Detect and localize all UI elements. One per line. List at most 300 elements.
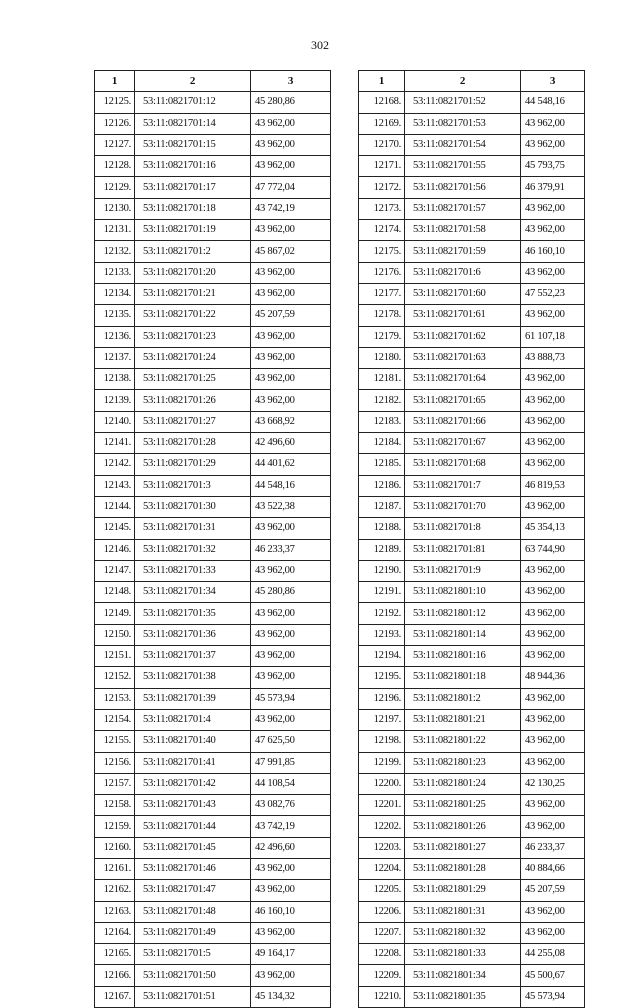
cadastral-value: 44 401,62 [251, 454, 331, 475]
cadastral-value: 43 962,00 [251, 369, 331, 390]
row-number: 12149. [95, 603, 135, 624]
cadastral-value: 43 962,00 [251, 624, 331, 645]
row-number: 12203. [359, 837, 405, 858]
row-number: 12154. [95, 709, 135, 730]
cadastral-number: 53:11:0821701:32 [135, 539, 251, 560]
row-number: 12176. [359, 262, 405, 283]
column-header-cadastral-id: 2 [405, 71, 521, 92]
cadastral-number: 53:11:0821701:37 [135, 646, 251, 667]
row-number: 12133. [95, 262, 135, 283]
row-number: 12173. [359, 198, 405, 219]
cadastral-value: 43 962,00 [251, 283, 331, 304]
row-number: 12172. [359, 177, 405, 198]
cadastral-value: 43 962,00 [251, 646, 331, 667]
row-number: 12137. [95, 347, 135, 368]
table-row [359, 177, 585, 198]
table-row [359, 433, 585, 454]
row-number: 12157. [95, 773, 135, 794]
table-row [359, 752, 585, 773]
cadastral-number: 53:11:0821701:25 [135, 369, 251, 390]
table-row [359, 901, 585, 922]
cadastral-number: 53:11:0821801:35 [405, 986, 521, 1007]
table-row [359, 113, 585, 134]
table-row [95, 326, 331, 347]
table-row [95, 92, 331, 113]
cadastral-value: 43 962,00 [521, 390, 585, 411]
cadastral-value: 43 668,92 [251, 411, 331, 432]
row-number: 12131. [95, 220, 135, 241]
table-row [359, 198, 585, 219]
row-number: 12150. [95, 624, 135, 645]
cadastral-number: 53:11:0821701:57 [405, 198, 521, 219]
table-row [359, 965, 585, 986]
cadastral-value: 44 255,08 [521, 944, 585, 965]
row-number: 12168. [359, 92, 405, 113]
row-number: 12138. [95, 369, 135, 390]
cadastral-value: 43 962,00 [521, 198, 585, 219]
cadastral-value: 43 962,00 [521, 901, 585, 922]
cadastral-number: 53:11:0821701:12 [135, 92, 251, 113]
cadastral-value: 47 772,04 [251, 177, 331, 198]
cadastral-value: 43 962,00 [521, 752, 585, 773]
cadastral-value: 46 379,91 [521, 177, 585, 198]
column-header-value: 3 [521, 71, 585, 92]
cadastral-number: 53:11:0821801:34 [405, 965, 521, 986]
table-row [359, 539, 585, 560]
cadastral-number: 53:11:0821701:20 [135, 262, 251, 283]
row-number: 12153. [95, 688, 135, 709]
table-header-row [359, 71, 585, 92]
table-row [359, 92, 585, 113]
table-row [95, 837, 331, 858]
cadastral-value: 43 962,00 [251, 134, 331, 155]
cadastral-number: 53:11:0821701:28 [135, 433, 251, 454]
cadastral-value: 43 962,00 [251, 518, 331, 539]
row-number: 12128. [95, 156, 135, 177]
table-row [359, 220, 585, 241]
cadastral-value: 43 962,00 [521, 113, 585, 134]
row-number: 12201. [359, 795, 405, 816]
table-row [359, 688, 585, 709]
cadastral-value: 45 207,59 [521, 880, 585, 901]
cadastral-number: 53:11:0821701:70 [405, 496, 521, 517]
cadastral-table-right [358, 70, 585, 1008]
row-number: 12198. [359, 731, 405, 752]
column-header-number: 1 [95, 71, 135, 92]
row-number: 12127. [95, 134, 135, 155]
cadastral-number: 53:11:0821701:42 [135, 773, 251, 794]
table-row [359, 880, 585, 901]
row-number: 12197. [359, 709, 405, 730]
cadastral-number: 53:11:0821701:19 [135, 220, 251, 241]
table-row [95, 582, 331, 603]
cadastral-value: 47 625,50 [251, 731, 331, 752]
table-row [95, 795, 331, 816]
table-row [359, 369, 585, 390]
cadastral-number: 53:11:0821701:60 [405, 283, 521, 304]
row-number: 12169. [359, 113, 405, 134]
cadastral-value: 43 962,00 [251, 326, 331, 347]
cadastral-number: 53:11:0821701:47 [135, 880, 251, 901]
cadastral-number: 53:11:0821701:44 [135, 816, 251, 837]
table-row [359, 667, 585, 688]
cadastral-value: 43 962,00 [521, 709, 585, 730]
cadastral-number: 53:11:0821701:62 [405, 326, 521, 347]
cadastral-value: 43 962,00 [521, 411, 585, 432]
row-number: 12181. [359, 369, 405, 390]
cadastral-number: 53:11:0821701:51 [135, 986, 251, 1007]
cadastral-number: 53:11:0821701:50 [135, 965, 251, 986]
table-row [359, 837, 585, 858]
cadastral-number: 53:11:0821801:29 [405, 880, 521, 901]
row-number: 12178. [359, 305, 405, 326]
cadastral-number: 53:11:0821701:14 [135, 113, 251, 134]
table-row [359, 262, 585, 283]
cadastral-value: 47 991,85 [251, 752, 331, 773]
table-row [95, 220, 331, 241]
table-row [95, 816, 331, 837]
cadastral-value: 43 962,00 [521, 134, 585, 155]
cadastral-number: 53:11:0821701:56 [405, 177, 521, 198]
table-row [359, 454, 585, 475]
cadastral-number: 53:11:0821701:39 [135, 688, 251, 709]
table-row [95, 454, 331, 475]
row-number: 12188. [359, 518, 405, 539]
cadastral-number: 53:11:0821701:67 [405, 433, 521, 454]
cadastral-number: 53:11:0821701:38 [135, 667, 251, 688]
cadastral-value: 45 207,59 [251, 305, 331, 326]
cadastral-number: 53:11:0821701:58 [405, 220, 521, 241]
cadastral-value: 44 548,16 [251, 475, 331, 496]
table-row [95, 433, 331, 454]
cadastral-number: 53:11:0821701:45 [135, 837, 251, 858]
row-number: 12151. [95, 646, 135, 667]
table-row [95, 965, 331, 986]
cadastral-value: 45 573,94 [251, 688, 331, 709]
row-number: 12145. [95, 518, 135, 539]
table-row [95, 113, 331, 134]
cadastral-number: 53:11:0821701:29 [135, 454, 251, 475]
cadastral-number: 53:11:0821801:16 [405, 646, 521, 667]
cadastral-number: 53:11:0821701:54 [405, 134, 521, 155]
table-row [359, 305, 585, 326]
table-row [95, 688, 331, 709]
cadastral-number: 53:11:0821701:21 [135, 283, 251, 304]
row-number: 12148. [95, 582, 135, 603]
cadastral-number: 53:11:0821701:9 [405, 560, 521, 581]
cadastral-value: 43 522,38 [251, 496, 331, 517]
row-number: 12209. [359, 965, 405, 986]
cadastral-number: 53:11:0821701:4 [135, 709, 251, 730]
cadastral-value: 43 962,00 [251, 220, 331, 241]
cadastral-value: 43 962,00 [521, 603, 585, 624]
table-row [359, 496, 585, 517]
table-row [95, 944, 331, 965]
cadastral-value: 43 962,00 [521, 816, 585, 837]
cadastral-value: 43 962,00 [251, 347, 331, 368]
cadastral-number: 53:11:0821801:23 [405, 752, 521, 773]
row-number: 12144. [95, 496, 135, 517]
row-number: 12162. [95, 880, 135, 901]
row-number: 12161. [95, 858, 135, 879]
cadastral-value: 45 793,75 [521, 156, 585, 177]
cadastral-value: 43 962,00 [251, 113, 331, 134]
table-row [359, 816, 585, 837]
cadastral-number: 53:11:0821701:31 [135, 518, 251, 539]
cadastral-value: 63 744,90 [521, 539, 585, 560]
row-number: 12125. [95, 92, 135, 113]
row-number: 12141. [95, 433, 135, 454]
cadastral-value: 43 962,00 [251, 922, 331, 943]
cadastral-number: 53:11:0821701:43 [135, 795, 251, 816]
row-number: 12186. [359, 475, 405, 496]
cadastral-number: 53:11:0821701:30 [135, 496, 251, 517]
row-number: 12147. [95, 560, 135, 581]
cadastral-value: 48 944,36 [521, 667, 585, 688]
row-number: 12210. [359, 986, 405, 1007]
table-row [95, 283, 331, 304]
cadastral-number: 53:11:0821701:36 [135, 624, 251, 645]
cadastral-number: 53:11:0821701:63 [405, 347, 521, 368]
cadastral-value: 45 354,13 [521, 518, 585, 539]
cadastral-value: 46 233,37 [251, 539, 331, 560]
table-row [359, 986, 585, 1007]
row-number: 12159. [95, 816, 135, 837]
table-header-row [95, 71, 331, 92]
row-number: 12130. [95, 198, 135, 219]
table-row [95, 518, 331, 539]
cadastral-value: 40 884,66 [521, 858, 585, 879]
table-row [359, 283, 585, 304]
table-row [95, 646, 331, 667]
cadastral-value: 46 160,10 [521, 241, 585, 262]
table-row [95, 560, 331, 581]
table-row [95, 411, 331, 432]
cadastral-value: 43 962,00 [251, 390, 331, 411]
cadastral-value: 43 962,00 [521, 220, 585, 241]
cadastral-number: 53:11:0821701:68 [405, 454, 521, 475]
cadastral-number: 53:11:0821701:2 [135, 241, 251, 262]
cadastral-number: 53:11:0821801:25 [405, 795, 521, 816]
table-row [359, 326, 585, 347]
cadastral-number: 53:11:0821701:34 [135, 582, 251, 603]
row-number: 12189. [359, 539, 405, 560]
cadastral-number: 53:11:0821801:18 [405, 667, 521, 688]
table-row [95, 986, 331, 1007]
cadastral-value: 43 962,00 [251, 560, 331, 581]
cadastral-number: 53:11:0821801:28 [405, 858, 521, 879]
cadastral-value: 43 962,00 [521, 646, 585, 667]
row-number: 12146. [95, 539, 135, 560]
table-row [95, 305, 331, 326]
cadastral-value: 43 742,19 [251, 198, 331, 219]
cadastral-number: 53:11:0821701:49 [135, 922, 251, 943]
cadastral-value: 43 962,00 [521, 688, 585, 709]
row-number: 12175. [359, 241, 405, 262]
cadastral-value: 43 962,00 [521, 454, 585, 475]
table-row [359, 731, 585, 752]
cadastral-number: 53:11:0821801:14 [405, 624, 521, 645]
table-row [359, 560, 585, 581]
cadastral-number: 53:11:0821701:41 [135, 752, 251, 773]
row-number: 12126. [95, 113, 135, 134]
cadastral-number: 53:11:0821701:23 [135, 326, 251, 347]
cadastral-value: 44 108,54 [251, 773, 331, 794]
cadastral-number: 53:11:0821701:48 [135, 901, 251, 922]
cadastral-number: 53:11:0821701:61 [405, 305, 521, 326]
table-row [95, 496, 331, 517]
cadastral-value: 45 500,67 [521, 965, 585, 986]
cadastral-number: 53:11:0821801:24 [405, 773, 521, 794]
row-number: 12205. [359, 880, 405, 901]
cadastral-number: 53:11:0821701:40 [135, 731, 251, 752]
cadastral-number: 53:11:0821701:17 [135, 177, 251, 198]
row-number: 12207. [359, 922, 405, 943]
row-number: 12164. [95, 922, 135, 943]
table-row [359, 518, 585, 539]
table-row [359, 134, 585, 155]
row-number: 12180. [359, 347, 405, 368]
table-row [95, 667, 331, 688]
table-row [359, 411, 585, 432]
cadastral-number: 53:11:0821701:7 [405, 475, 521, 496]
cadastral-value: 46 160,10 [251, 901, 331, 922]
cadastral-value: 43 962,00 [521, 496, 585, 517]
table-row [95, 752, 331, 773]
cadastral-value: 43 962,00 [251, 667, 331, 688]
cadastral-value: 45 867,02 [251, 241, 331, 262]
table-row [95, 858, 331, 879]
cadastral-number: 53:11:0821801:2 [405, 688, 521, 709]
cadastral-number: 53:11:0821801:22 [405, 731, 521, 752]
row-number: 12191. [359, 582, 405, 603]
row-number: 12192. [359, 603, 405, 624]
table-row [95, 731, 331, 752]
table-row [95, 390, 331, 411]
row-number: 12136. [95, 326, 135, 347]
table-row [95, 901, 331, 922]
cadastral-number: 53:11:0821701:16 [135, 156, 251, 177]
row-number: 12185. [359, 454, 405, 475]
cadastral-value: 43 962,00 [251, 262, 331, 283]
column-header-number: 1 [359, 71, 405, 92]
row-number: 12208. [359, 944, 405, 965]
page-number: 302 [311, 38, 329, 52]
row-number: 12170. [359, 134, 405, 155]
row-number: 12193. [359, 624, 405, 645]
cadastral-number: 53:11:0821701:8 [405, 518, 521, 539]
cadastral-number: 53:11:0821701:15 [135, 134, 251, 155]
cadastral-number: 53:11:0821701:55 [405, 156, 521, 177]
table-row [95, 177, 331, 198]
row-number: 12190. [359, 560, 405, 581]
cadastral-table-left [94, 70, 331, 1008]
cadastral-number: 53:11:0821701:26 [135, 390, 251, 411]
table-row [359, 773, 585, 794]
cadastral-number: 53:11:0821701:64 [405, 369, 521, 390]
cadastral-value: 43 742,19 [251, 816, 331, 837]
row-number: 12171. [359, 156, 405, 177]
cadastral-value: 43 962,00 [251, 156, 331, 177]
cadastral-number: 53:11:0821801:33 [405, 944, 521, 965]
row-number: 12132. [95, 241, 135, 262]
cadastral-value: 43 962,00 [521, 433, 585, 454]
cadastral-value: 44 548,16 [521, 92, 585, 113]
table-row [95, 539, 331, 560]
cadastral-number: 53:11:0821701:6 [405, 262, 521, 283]
cadastral-number: 53:11:0821801:32 [405, 922, 521, 943]
cadastral-number: 53:11:0821701:33 [135, 560, 251, 581]
row-number: 12142. [95, 454, 135, 475]
cadastral-value: 43 962,00 [521, 305, 585, 326]
row-number: 12179. [359, 326, 405, 347]
row-number: 12206. [359, 901, 405, 922]
cadastral-value: 43 082,76 [251, 795, 331, 816]
table-row [359, 858, 585, 879]
row-number: 12200. [359, 773, 405, 794]
cadastral-number: 53:11:0821701:3 [135, 475, 251, 496]
cadastral-number: 53:11:0821701:35 [135, 603, 251, 624]
cadastral-number: 53:11:0821701:46 [135, 858, 251, 879]
row-number: 12160. [95, 837, 135, 858]
table-row [95, 262, 331, 283]
cadastral-value: 43 962,00 [521, 262, 585, 283]
row-number: 12204. [359, 858, 405, 879]
cadastral-value: 43 962,00 [521, 560, 585, 581]
row-number: 12177. [359, 283, 405, 304]
cadastral-value: 43 962,00 [521, 795, 585, 816]
table-row [95, 134, 331, 155]
table-row [95, 773, 331, 794]
cadastral-value: 43 962,00 [521, 731, 585, 752]
row-number: 12183. [359, 411, 405, 432]
table-row [95, 347, 331, 368]
row-number: 12158. [95, 795, 135, 816]
cadastral-value: 49 164,17 [251, 944, 331, 965]
cadastral-number: 53:11:0821701:18 [135, 198, 251, 219]
row-number: 12167. [95, 986, 135, 1007]
row-number: 12134. [95, 283, 135, 304]
cadastral-value: 45 280,86 [251, 92, 331, 113]
table-row [359, 624, 585, 645]
cadastral-number: 53:11:0821701:59 [405, 241, 521, 262]
table-row [359, 709, 585, 730]
table-row [95, 156, 331, 177]
cadastral-number: 53:11:0821701:53 [405, 113, 521, 134]
table-row [359, 582, 585, 603]
row-number: 12165. [95, 944, 135, 965]
row-number: 12187. [359, 496, 405, 517]
row-number: 12155. [95, 731, 135, 752]
cadastral-value: 61 107,18 [521, 326, 585, 347]
row-number: 12135. [95, 305, 135, 326]
cadastral-number: 53:11:0821801:10 [405, 582, 521, 603]
row-number: 12184. [359, 433, 405, 454]
table-row [359, 603, 585, 624]
row-number: 12166. [95, 965, 135, 986]
column-header-cadastral-id: 2 [135, 71, 251, 92]
table-row [359, 944, 585, 965]
table-row [95, 709, 331, 730]
table-row [359, 922, 585, 943]
cadastral-value: 43 962,00 [251, 709, 331, 730]
table-row [95, 624, 331, 645]
cadastral-number: 53:11:0821801:26 [405, 816, 521, 837]
row-number: 12194. [359, 646, 405, 667]
cadastral-number: 53:11:0821701:27 [135, 411, 251, 432]
cadastral-number: 53:11:0821801:21 [405, 709, 521, 730]
table-row [95, 880, 331, 901]
